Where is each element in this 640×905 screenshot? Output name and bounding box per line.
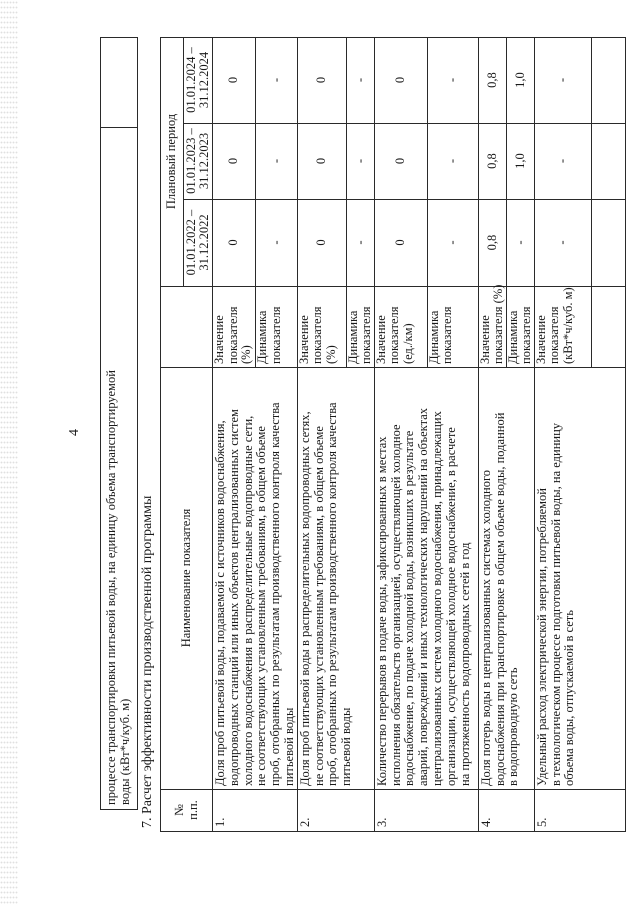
row-3-dynamics-2023: - bbox=[427, 124, 478, 200]
period-start: 01.01.2022 – bbox=[183, 209, 198, 276]
indicator-name-line: водоснабжения при транспортировке в общем объеме воды, поданной bbox=[492, 412, 507, 786]
indicator-name-line: не соответствующих установленным требованиям, в общем объеме bbox=[254, 426, 269, 786]
row-1-number: 1. bbox=[213, 790, 298, 832]
row-2-dynamics-2022: - bbox=[346, 200, 374, 287]
row-5-value-2023: - bbox=[534, 124, 591, 200]
period-start: 01.01.2023 – bbox=[183, 128, 198, 194]
indicator-name-line: холодного водоснабжения в распределительные водопроводные сети, bbox=[240, 415, 255, 786]
row-2-value-2023: 0 bbox=[297, 124, 346, 200]
row-5-dynamics-2022 bbox=[591, 200, 625, 287]
row-1-value-2024: 0 bbox=[213, 38, 256, 124]
row-3-value-2024: 0 bbox=[374, 38, 427, 124]
previous-indicator-line: воды (кВт*ч/куб. м) bbox=[118, 698, 132, 805]
row-4-dynamics-2024: 1,0 bbox=[506, 38, 534, 124]
table-row bbox=[534, 38, 591, 832]
indicator-name-line: в технологическом процессе подготовки питьевой воды, на единицу bbox=[548, 422, 563, 786]
page-number: 4 bbox=[67, 429, 82, 436]
row-4-value-2023: 0,8 bbox=[478, 124, 506, 200]
value-label-line: Значение bbox=[477, 315, 492, 364]
indicator-name-line: Количество перерывов в подаче воды, зафиксированных в местах bbox=[374, 436, 389, 786]
header-number-line: п.п. bbox=[185, 800, 200, 820]
row-1-value-2022: 0 bbox=[213, 200, 256, 287]
row-1-dynamics-2024: - bbox=[256, 38, 297, 124]
indicator-name-line: аварий, повреждений и иных технологических нарушений на объектах bbox=[416, 408, 431, 786]
row-2-dynamics-2023: - bbox=[346, 124, 374, 200]
section-heading: 7. Расчет эффективности производственной программы bbox=[140, 495, 155, 828]
row-4-indicator-name bbox=[478, 368, 534, 790]
dynamics-label-line: Динамика bbox=[505, 310, 520, 364]
header-period-2023 bbox=[184, 124, 213, 200]
indicator-name-line: Доля проб питьевой воды, подаваемой с источников водоснабжения, bbox=[213, 420, 227, 786]
scan-edge-noise bbox=[0, 0, 18, 905]
row-3-value-label bbox=[374, 287, 427, 368]
indicator-name-line: объема воды, отпускаемой в сеть bbox=[562, 610, 577, 786]
row-2-dynamics-2024: - bbox=[346, 38, 374, 124]
header-period-2022 bbox=[184, 200, 213, 287]
efficiency-table bbox=[160, 37, 626, 832]
table-row bbox=[213, 38, 256, 832]
row-2-number: 2. bbox=[297, 790, 374, 832]
period-end: 31.12.2023 bbox=[197, 132, 211, 190]
row-5-dynamics-2024 bbox=[591, 38, 625, 124]
previous-table-continuation bbox=[100, 37, 138, 810]
indicator-name-line: водопроводных станций или иных объектов централизованных систем bbox=[226, 409, 241, 786]
row-2-value-2024: 0 bbox=[297, 38, 346, 124]
dynamics-label-line: показателя bbox=[268, 306, 283, 364]
header-indicator-name bbox=[161, 368, 213, 790]
row-5-value-label bbox=[534, 287, 591, 368]
indicator-name-line: Доля потерь воды в централизованных системах холодного bbox=[478, 469, 493, 786]
row-4-dynamics-2023: 1,0 bbox=[506, 124, 534, 200]
period-start: 01.01.2024 – bbox=[183, 47, 198, 113]
indicator-name-line: питьевой воды bbox=[339, 707, 354, 786]
indicator-name-line: Доля проб питьевой воды в распределительных водопроводных сетях, bbox=[297, 411, 312, 786]
row-4-value-2022: 0,8 bbox=[478, 200, 506, 287]
indicator-name-line: в водопроводную сеть bbox=[506, 667, 521, 786]
row-5-dynamics-2023 bbox=[591, 124, 625, 200]
row-3-value-2022: 0 bbox=[374, 200, 427, 287]
header-number bbox=[161, 790, 213, 832]
indicator-name-line: Удельный расход электрической энергии, потребляемой bbox=[534, 488, 549, 786]
table-row bbox=[297, 38, 346, 832]
row-4-number: 4. bbox=[478, 790, 534, 832]
value-label-line: Значение bbox=[373, 315, 388, 364]
row-4-dynamics-label bbox=[506, 287, 534, 368]
header-indicator-name-text: Наименование показателя bbox=[178, 508, 193, 648]
row-1-value-label bbox=[213, 287, 256, 368]
header-number-line: № bbox=[172, 804, 186, 816]
indicator-name-line: организации, осуществляющей холодное водоснабжение, в расчете bbox=[443, 427, 458, 786]
row-4-value-label bbox=[477, 284, 506, 368]
row-5-indicator-name bbox=[534, 368, 625, 790]
row-2-value-2022: 0 bbox=[297, 200, 346, 287]
header-planned-period-text: Плановый период bbox=[164, 113, 179, 210]
row-5-value-2022: - bbox=[534, 200, 591, 287]
row-5-value-2024: - bbox=[534, 38, 591, 124]
row-1-dynamics-2022: - bbox=[256, 200, 297, 287]
value-label-line: Значение bbox=[212, 315, 226, 364]
row-3-indicator-name bbox=[374, 368, 478, 790]
indicator-name-line: на протяженность водопроводных сетей в год bbox=[457, 542, 472, 786]
previous-indicator-name bbox=[101, 128, 138, 810]
period-end: 31.12.2024 bbox=[197, 51, 211, 109]
table-header-row bbox=[161, 38, 184, 832]
row-5-number: 5. bbox=[534, 790, 625, 832]
row-5-dynamics-label bbox=[591, 287, 625, 368]
previous-table-empty-cell bbox=[101, 38, 138, 128]
period-end: 31.12.2022 bbox=[197, 214, 211, 271]
dynamics-label-line: показателя bbox=[519, 306, 534, 364]
row-1-indicator-name bbox=[213, 368, 298, 790]
value-label-line: Значение bbox=[533, 315, 548, 364]
row-4-value-2024: 0,8 bbox=[478, 38, 506, 124]
dynamics-label-line: Динамика bbox=[255, 310, 270, 364]
row-3-dynamics-2022: - bbox=[427, 200, 478, 287]
row-4-dynamics-2022: - bbox=[506, 200, 534, 287]
header-indicator-type bbox=[161, 287, 213, 368]
dynamics-label-line: показателя bbox=[440, 306, 455, 364]
previous-table-row bbox=[101, 38, 138, 810]
dynamics-label-line: показателя bbox=[359, 306, 374, 364]
value-label-line: показателя (%) bbox=[491, 284, 506, 364]
value-label-line: (%) bbox=[323, 345, 338, 364]
table-row bbox=[478, 38, 506, 832]
indicator-name-line: водоснабжение, по подаче холодной воды, возникших в результате bbox=[402, 430, 417, 786]
table-row bbox=[374, 38, 427, 832]
indicator-name-line: не соответствующих установленным требованиям, в общем объеме bbox=[311, 426, 326, 786]
row-2-value-label bbox=[297, 287, 346, 368]
row-2-indicator-name bbox=[297, 368, 374, 790]
indicator-name-line: питьевой воды bbox=[281, 707, 296, 786]
row-1-dynamics-2023: - bbox=[256, 124, 297, 200]
row-2-dynamics-label bbox=[346, 287, 374, 368]
value-label-line: (ед./км) bbox=[400, 323, 415, 364]
value-label-line: показателя bbox=[225, 306, 240, 364]
row-3-number: 3. bbox=[374, 790, 478, 832]
indicator-name-line: исполнения обязательств организацией, осуществляющей холодное bbox=[388, 424, 403, 786]
row-3-dynamics-2024: - bbox=[427, 38, 478, 124]
value-label-line: показателя bbox=[310, 306, 325, 364]
row-1-value-2023: 0 bbox=[213, 124, 256, 200]
value-label-line: (кВт*ч/куб. м) bbox=[560, 287, 575, 364]
value-label-line: показателя bbox=[387, 306, 402, 364]
row-1-dynamics-label bbox=[256, 287, 297, 368]
header-period-2024 bbox=[184, 38, 213, 124]
indicator-name-line: централизованных систем холодного водоснабжения, принадлежащих bbox=[429, 411, 444, 786]
row-3-dynamics-label bbox=[427, 287, 478, 368]
previous-indicator-line: процессе транспортировки питьевой воды, на единицу объема транспортируемой bbox=[104, 370, 118, 805]
row-3-value-2023: 0 bbox=[374, 124, 427, 200]
indicator-name-line: проб, отобранных по результатам производственного контроля качества bbox=[325, 402, 340, 786]
value-label-line: показателя bbox=[547, 306, 562, 364]
header-planned-period bbox=[161, 38, 184, 287]
indicator-name-line: проб, отобранных по результатам производственного контроля качества bbox=[268, 402, 283, 786]
value-label-line: Значение bbox=[296, 315, 311, 364]
dynamics-label-line: Динамика bbox=[345, 310, 360, 364]
value-label-line: (%) bbox=[239, 345, 253, 364]
dynamics-label-line: Динамика bbox=[426, 310, 441, 364]
